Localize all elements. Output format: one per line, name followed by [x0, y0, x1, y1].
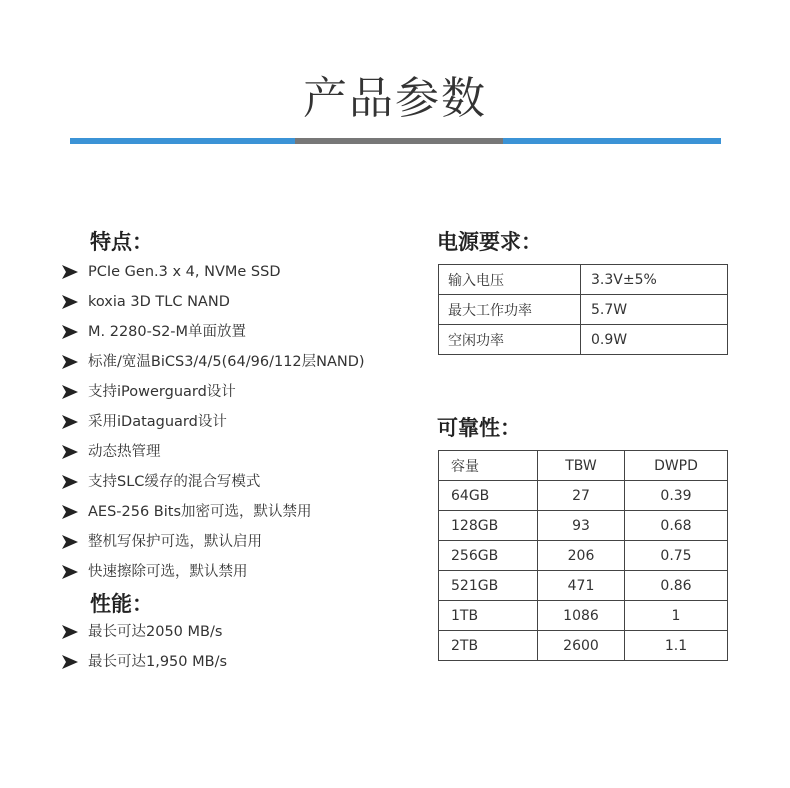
- arrow-bullet-icon: [62, 295, 78, 309]
- table-header-cell: TBW: [538, 451, 625, 481]
- table-cell: 128GB: [439, 511, 538, 541]
- feature-item-text: 支持iPowerguard设计: [88, 384, 236, 400]
- table-row: [439, 295, 728, 325]
- performance-item: [62, 617, 227, 647]
- features-heading: 特点：: [90, 230, 153, 254]
- feature-item-text: 动态热管理: [88, 444, 161, 460]
- feature-item: [62, 437, 365, 467]
- divider-left-segment: [70, 138, 295, 144]
- feature-item: [62, 257, 365, 287]
- table-row: [439, 511, 728, 541]
- arrow-bullet-icon: [62, 565, 78, 579]
- table-cell: 471: [538, 571, 625, 601]
- title-divider: [70, 138, 721, 144]
- feature-item: [62, 377, 365, 407]
- feature-item-text: 标准/宽温BiCS3/4/5(64/96/112层NAND): [88, 354, 365, 370]
- table-cell: 输入电压: [439, 265, 581, 295]
- table-cell: 1TB: [439, 601, 538, 631]
- table-cell: 3.3V±5%: [581, 265, 728, 295]
- arrow-bullet-icon: [62, 535, 78, 549]
- feature-item: [62, 347, 365, 377]
- arrow-bullet-icon: [62, 655, 78, 669]
- arrow-bullet-icon: [62, 625, 78, 639]
- feature-item-text: AES-256 Bits加密可选，默认禁用: [88, 504, 312, 520]
- power-table: [438, 264, 728, 355]
- feature-item-text: 快速擦除可选，默认禁用: [88, 564, 248, 580]
- table-header-row: [439, 451, 728, 481]
- divider-middle-segment: [295, 138, 503, 144]
- arrow-bullet-icon: [62, 445, 78, 459]
- performance-list: [62, 617, 227, 677]
- table-row: [439, 601, 728, 631]
- table-cell: 2600: [538, 631, 625, 661]
- features-list: [62, 257, 365, 587]
- table-header-cell: 容量: [439, 451, 538, 481]
- feature-item-text: koxia 3D TLC NAND: [88, 294, 230, 310]
- arrow-bullet-icon: [62, 505, 78, 519]
- arrow-bullet-icon: [62, 355, 78, 369]
- table-cell: 1086: [538, 601, 625, 631]
- feature-item-text: PCIe Gen.3 x 4, NVMe SSD: [88, 264, 281, 280]
- table-cell: 1: [625, 601, 728, 631]
- table-cell: 空闲功率: [439, 325, 581, 355]
- feature-item-text: 采用iDataguard设计: [88, 414, 227, 430]
- table-cell: 0.75: [625, 541, 728, 571]
- feature-item: [62, 317, 365, 347]
- table-cell: 0.86: [625, 571, 728, 601]
- feature-item: [62, 287, 365, 317]
- performance-item-text: 最长可达2050 MB/s: [88, 624, 223, 640]
- arrow-bullet-icon: [62, 385, 78, 399]
- table-cell: 0.68: [625, 511, 728, 541]
- reliability-table: [438, 450, 728, 661]
- table-row: [439, 631, 728, 661]
- arrow-bullet-icon: [62, 475, 78, 489]
- table-cell: 93: [538, 511, 625, 541]
- arrow-bullet-icon: [62, 415, 78, 429]
- table-cell: 0.9W: [581, 325, 728, 355]
- performance-item: [62, 647, 227, 677]
- table-cell: 521GB: [439, 571, 538, 601]
- feature-item: [62, 557, 365, 587]
- power-heading: 电源要求：: [437, 230, 542, 254]
- feature-item-text: 支持SLC缓存的混合写模式: [88, 474, 261, 490]
- table-cell: 2TB: [439, 631, 538, 661]
- table-cell: 0.39: [625, 481, 728, 511]
- table-cell: 5.7W: [581, 295, 728, 325]
- page-title: 产品参数: [303, 73, 487, 124]
- table-cell: 最大工作功率: [439, 295, 581, 325]
- table-row: [439, 265, 728, 295]
- divider-right-segment: [503, 138, 721, 144]
- feature-item: [62, 407, 365, 437]
- table-row: [439, 541, 728, 571]
- table-header-cell: DWPD: [625, 451, 728, 481]
- feature-item-text: M. 2280-S2-M单面放置: [88, 324, 247, 340]
- table-cell: 256GB: [439, 541, 538, 571]
- table-cell: 1.1: [625, 631, 728, 661]
- reliability-heading: 可靠性：: [437, 416, 521, 440]
- feature-item: [62, 467, 365, 497]
- table-row: [439, 481, 728, 511]
- table-cell: 27: [538, 481, 625, 511]
- feature-item: [62, 527, 365, 557]
- performance-heading: 性能：: [90, 592, 153, 616]
- feature-item: [62, 497, 365, 527]
- table-row: [439, 325, 728, 355]
- feature-item-text: 整机写保护可选，默认启用: [88, 534, 262, 550]
- table-cell: 64GB: [439, 481, 538, 511]
- arrow-bullet-icon: [62, 325, 78, 339]
- performance-item-text: 最长可达1,950 MB/s: [88, 654, 228, 670]
- table-row: [439, 571, 728, 601]
- arrow-bullet-icon: [62, 265, 78, 279]
- table-cell: 206: [538, 541, 625, 571]
